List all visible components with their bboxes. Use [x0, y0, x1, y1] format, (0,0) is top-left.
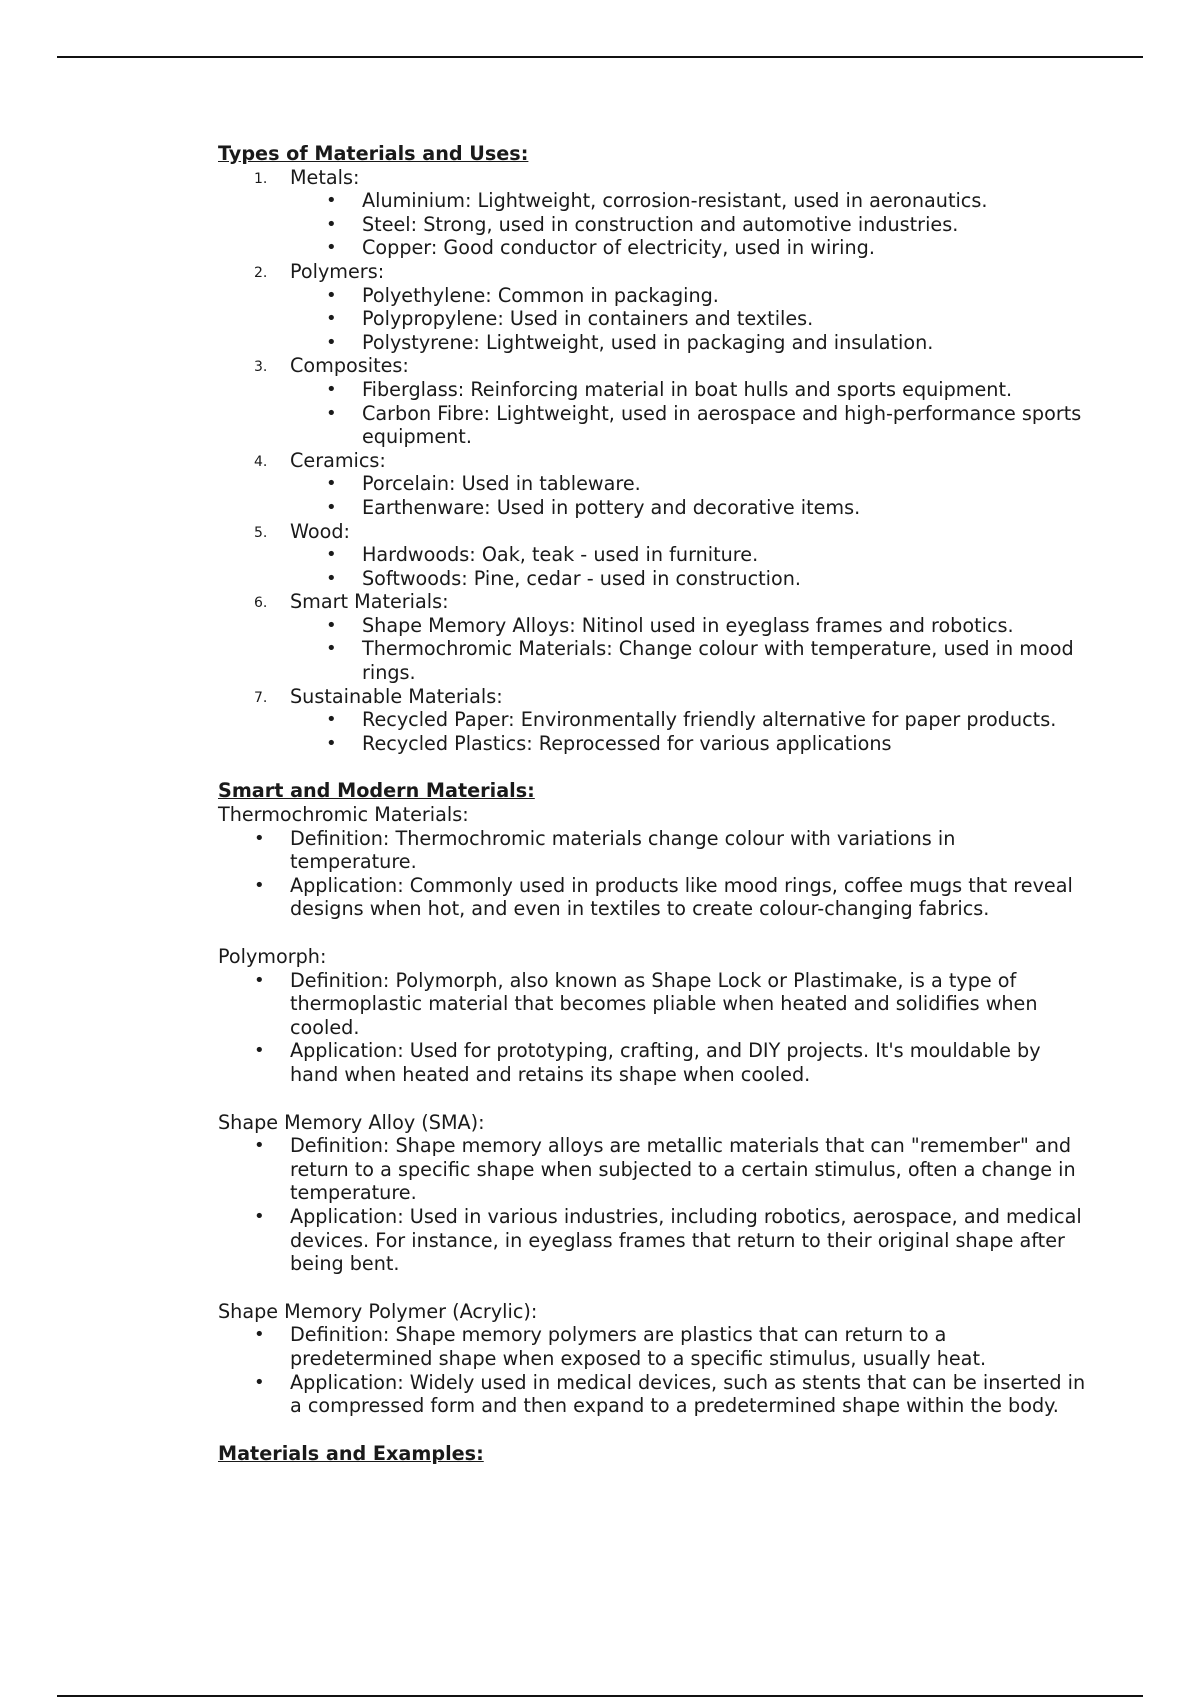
bottom-rule [57, 1695, 1143, 1697]
sub-list-item: • Fiberglass: Reinforcing material in boat hulls and sports equipment. [290, 378, 1088, 402]
sub-list-item: • Polystyrene: Lightweight, used in packaging and insulation. [290, 331, 1088, 355]
sub-list-item: • Softwoods: Pine, cedar - used in construction. [290, 567, 1088, 591]
list-item-label: Sustainable Materials: [290, 684, 503, 708]
sub-list [290, 189, 1088, 260]
sub-list-item: • Porcelain: Used in tableware. [290, 472, 1088, 496]
list-item-label: Wood: [290, 519, 350, 543]
bullet-item: • Application: Used in various industries, including robotics, aerospace, and medical devices. For instance, in eyeglass frames that return to their original shape after being bent. [218, 1205, 1088, 1276]
sub-list-item: • Steel: Strong, used in construction and automotive industries. [290, 213, 1088, 237]
sub-list [290, 284, 1088, 355]
document-body [218, 142, 1088, 1465]
list-item-label: Polymers: [290, 259, 385, 283]
bullet-list [218, 827, 1088, 921]
list-item: 3. Composites: • Fiberglass: Reinforcing material in boat hulls and sports equipment. • Carbon Fibre: Lightweight, used in aerospace and high-performance sports equipment. [218, 354, 1088, 448]
bullet-item: • Definition: Shape memory polymers are plastics that can return to a predetermined shape when exposed to a specific stimulus, usually heat. [218, 1323, 1088, 1370]
list-item: 4. Ceramics: • Porcelain: Used in tableware. • Earthenware: Used in pottery and decorative items. [218, 449, 1088, 520]
sub-list-item: • Polypropylene: Used in containers and textiles. [290, 307, 1088, 331]
sub-list [290, 708, 1088, 755]
sub-list-item: • Carbon Fibre: Lightweight, used in aerospace and high-performance sports equipment. [290, 402, 1088, 449]
bullet-item: • Application: Used for prototyping, crafting, and DIY projects. It's mouldable by hand when heated and retains its shape when cooled. [218, 1039, 1088, 1086]
block-title: Shape Memory Alloy (SMA): [218, 1110, 485, 1134]
bullet-list [218, 1323, 1088, 1417]
spacer [218, 921, 1088, 945]
spacer [218, 1087, 1088, 1111]
bullet-item: • Definition: Shape memory alloys are metallic materials that can "remember" and return to a specific shape when subjected to a certain stimulus, often a change in temperature. [218, 1134, 1088, 1205]
list-item: 6. Smart Materials: • Shape Memory Alloys: Nitinol used in eyeglass frames and robotics. • Thermochromic Materials: Change colour with temperature, used in mood rings. [218, 590, 1088, 684]
block-title: Shape Memory Polymer (Acrylic): [218, 1299, 538, 1323]
sub-list [290, 472, 1088, 519]
sub-list-item: • Recycled Paper: Environmentally friendly alternative for paper products. [290, 708, 1088, 732]
bullet-item: • Definition: Thermochromic materials change colour with variations in temperature. [218, 827, 1088, 874]
bullet-list [218, 1134, 1088, 1276]
sub-list [290, 378, 1088, 449]
list-item-label: Composites: [290, 354, 409, 378]
sub-list [290, 614, 1088, 685]
sub-list-item: • Earthenware: Used in pottery and decorative items. [290, 496, 1088, 520]
bullet-item: • Definition: Polymorph, also known as Shape Lock or Plastimake, is a type of thermoplastic material that becomes pliable when heated and solidifies when cooled. [218, 969, 1088, 1040]
sub-list-item: • Shape Memory Alloys: Nitinol used in eyeglass frames and robotics. [290, 614, 1088, 638]
bullet-item: • Application: Widely used in medical devices, such as stents that can be inserted in a compressed form and then expand to a predetermined shape within the body. [218, 1371, 1088, 1418]
list-item-label: Ceramics: [290, 448, 386, 472]
sub-list-item: • Hardwoods: Oak, teak - used in furniture. [290, 543, 1088, 567]
sub-list-item: • Thermochromic Materials: Change colour with temperature, used in mood rings. [290, 637, 1088, 684]
spacer [218, 755, 1088, 779]
bullet-list [218, 969, 1088, 1087]
materials-list [218, 166, 1088, 756]
spacer [218, 1418, 1088, 1442]
top-rule [57, 56, 1143, 58]
bullet-item: • Application: Commonly used in products like mood rings, coffee mugs that reveal designs when hot, and even in textiles to create colour-changing fabrics. [218, 874, 1088, 921]
sub-list-item: • Recycled Plastics: Reprocessed for various applications [290, 732, 1088, 756]
list-item-label: Metals: [290, 165, 360, 189]
sub-list-item: • Copper: Good conductor of electricity, used in wiring. [290, 236, 1088, 260]
sub-list-item: • Aluminium: Lightweight, corrosion-resistant, used in aeronautics. [290, 189, 1088, 213]
section-heading-examples: Materials and Examples: [218, 1441, 484, 1465]
sub-list-item: • Polyethylene: Common in packaging. [290, 284, 1088, 308]
block-title: Thermochromic Materials: [218, 803, 469, 827]
list-item-label: Smart Materials: [290, 590, 449, 614]
sub-list [290, 543, 1088, 590]
spacer [218, 1276, 1088, 1300]
section-heading-types: Types of Materials and Uses: [218, 142, 529, 165]
section-heading-smart: Smart and Modern Materials: [218, 779, 535, 803]
block-title: Polymorph: [218, 945, 327, 968]
list-item: 5. Wood: • Hardwoods: Oak, teak - used in furniture. • Softwoods: Pine, cedar - used in construction. [218, 520, 1088, 591]
list-item: 2. Polymers: • Polyethylene: Common in packaging. • Polypropylene: Used in containers and textiles. • Polystyrene: Lightweight, used in packaging and insulation. [218, 260, 1088, 354]
list-item: 1. Metals: • Aluminium: Lightweight, corrosion-resistant, used in aeronautics. • Steel: Strong, used in construction and automotive industries. • Copper: Good conductor of electricity, used in wiring. [218, 166, 1088, 260]
list-item: 7. Sustainable Materials: • Recycled Paper: Environmentally friendly alternative for paper products. • Recycled Plastics: Reprocessed for various applications [218, 685, 1088, 756]
